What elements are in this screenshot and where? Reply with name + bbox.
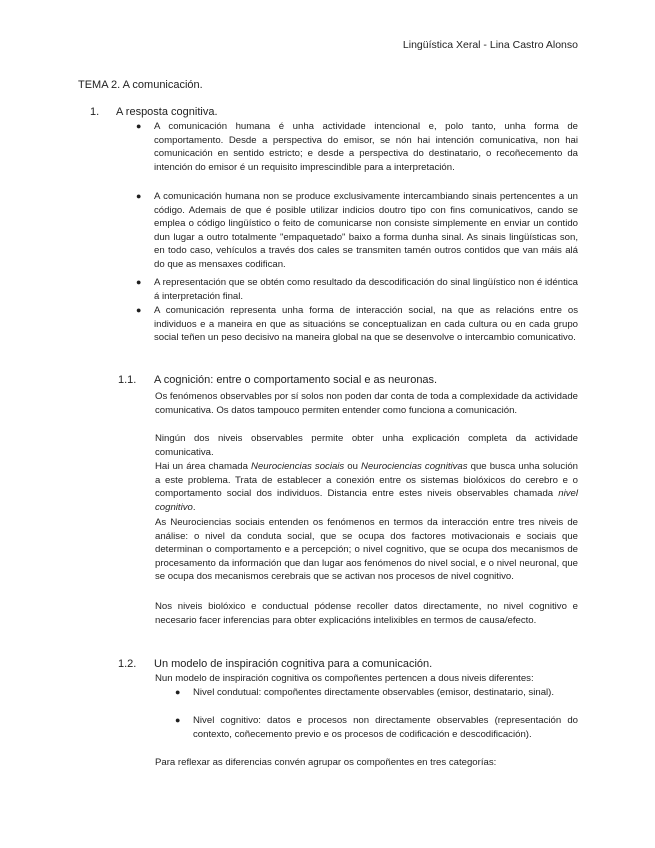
paragraph: Para reflexar as diferencias convén agrupar os compoñentes en tres categorías: <box>155 757 497 768</box>
italic-term: Neurociencias sociais <box>251 461 345 472</box>
bullet-icon: ● <box>136 191 142 201</box>
bullet-icon: ● <box>136 305 142 315</box>
section-label: Un modelo de inspiración cognitiva para a comunicación. <box>154 658 433 670</box>
bullet-icon: ● <box>136 277 142 287</box>
bullet-icon: ● <box>136 121 142 131</box>
section-number: 1.1. <box>118 374 137 386</box>
section-number: 1.2. <box>118 658 137 670</box>
list-item: ● A comunicación humana non se produce exclusivamente intercambiando sinais pertencentes a un código. Ademais de que é posible utilizar indicios doutro tipo con fins comunicativos, cando se emplea o código lingüístico o feito de comunicarse non consiste simplemente en enviar un contido dun lugar a outro totalmente "empaquetado" baixo a forma dunha sinal. As sinais lingüísticas son, en todo caso, vehículos a través dos cales se transmiten tamén outros contidos que van máis alá do que as mensaxes codifican. <box>136 191 578 270</box>
paragraph: Nun modelo de inspiración cognitiva os compoñentes pertencen a dous niveis diferentes: <box>155 673 534 684</box>
italic-term: nivel cognitivo <box>155 488 578 513</box>
paragraph: Hai un área chamada Neurociencias sociais ou Neurociencias cognitivas que busca unha solución a este problema. Trata de establecer a conexión entre os sistemas biolóxicos do cerebro e o comportamento social dos individuos. Distancia entre estes niveis observables chamada nivel cognitivo. <box>155 461 578 513</box>
page-title: TEMA 2. A comunicación. <box>78 79 203 91</box>
list-item: ● A comunicación humana é unha actividade intencional e, polo tanto, unha forma de comportamento. Desde a perspectiva do emisor, se nón hai intención comunicativa, non hai comunicación en sentido estricto; e desde a perspectiva do destinatario, o recoñecemento da intención do emisor é un requisito imprescindible para a interpretación. <box>136 121 578 173</box>
italic-term: Neurociencias cognitivas <box>361 461 468 472</box>
bullet-icon: ● <box>175 687 181 697</box>
list-item: ● Nivel cognitivo: datos e procesos non directamente observables (representación do contexto, coñecemento previo e os procesos de codificación e descodificación). <box>175 715 578 740</box>
section-label: A cognición: entre o comportamento social e as neuronas. <box>154 374 438 386</box>
paragraph: Nos niveis biolóxico e conductual pódense recoller datos directamente, no nivel cognitivo e necesario facer inferencias para obter explicacións intelixibles en termos de causa/efecto. <box>155 601 578 626</box>
page-header: Lingüística Xeral - Lina Castro Alonso <box>402 39 578 51</box>
paragraph: As Neurociencias sociais entenden os fenómenos en termos da interacción entre tres niveis de análise: o nivel da conduta social, que se ocupa dos factores motivacionais e sociais que determinan o comportamento e a percepción; o nivel cognitivo, que se ocupa dos mecanismos de procesamento da información que dan lugar aos fenómenos do nivel social, e o nivel neuronal, que se ocupa dos mecanismos cerebrais que se activan nos procesos de nivel cognitivo. <box>155 517 578 582</box>
paragraph: Os fenómenos observables por sí solos non poden dar conta de toda a complexidade da actividade comunicativa. Os datos tampouco permiten entender como funciona a comunicación. <box>155 391 578 416</box>
bullet-icon: ● <box>175 715 181 725</box>
list-item: ● Nivel condutual: compoñentes directamente observables (emisor, destinatario, sinal). <box>175 687 555 698</box>
list-item: ● A comunicación representa unha forma de interacción social, na que as relacións entre os individuos e a maneira en que as situacións se conceptualizan en cada cultura ou en cada grupo social teñen un peso decisivo na maneira global na que se desenvolve o intercambio comunicativo. <box>136 305 578 343</box>
section-label: A resposta cognitiva. <box>116 106 218 118</box>
list-item: ● A representación que se obtén como resultado da descodificación do sinal lingüístico non é idéntica á interpretación final. <box>136 277 578 302</box>
paragraph: Ningún dos niveis observables permite obter unha explicación completa da actividade comunicativa. <box>155 433 578 458</box>
section-number: 1. <box>90 106 100 118</box>
